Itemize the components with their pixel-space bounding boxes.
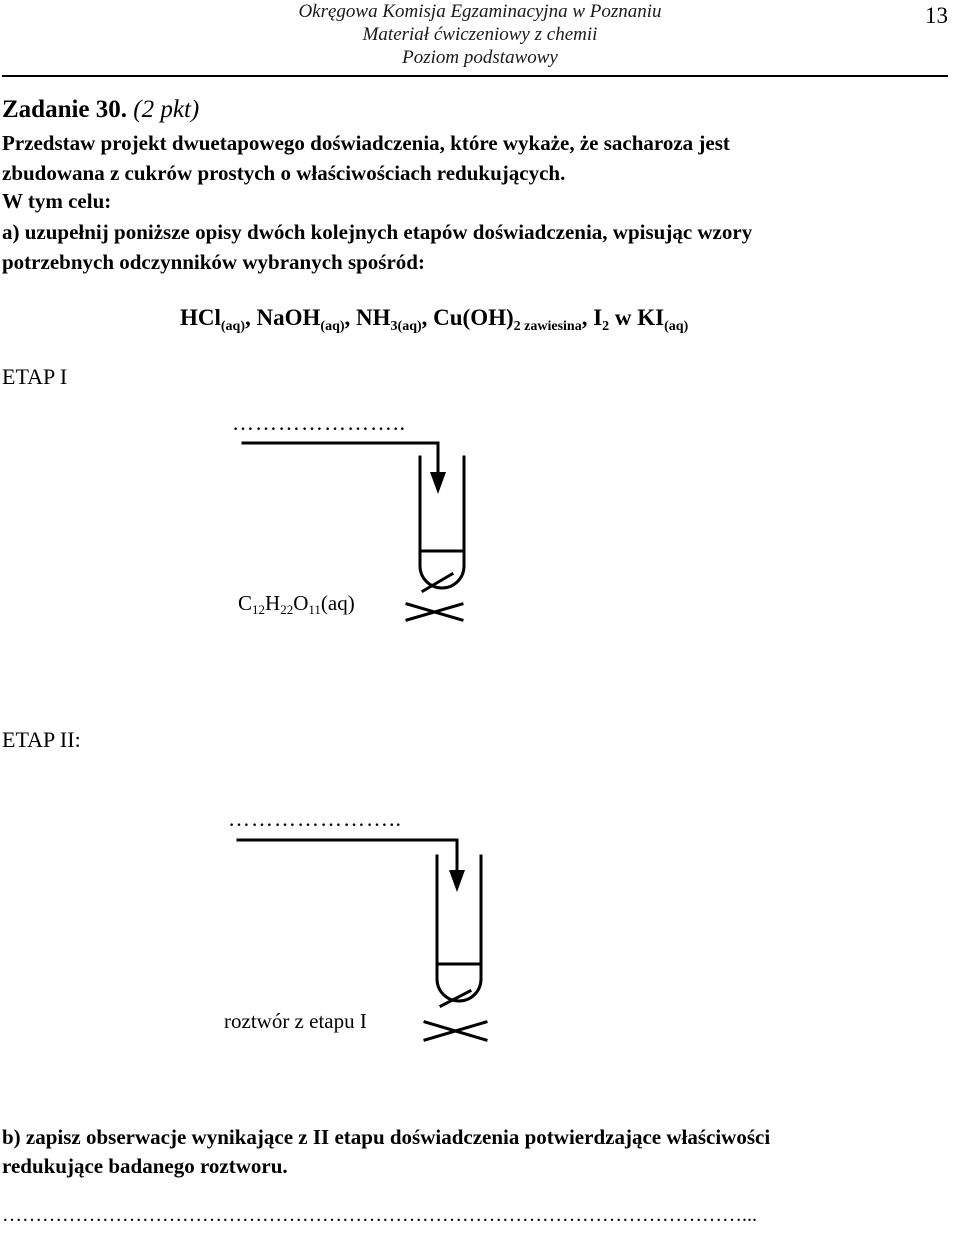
reagent-hcl: HCl$_{(aq)}$ bbox=[180, 305, 246, 334]
task-b-line2: redukujące badanego roztworu. bbox=[2, 1154, 288, 1178]
task-b-line1: b) zapisz obserwacje wynikające z II etapu doświadczenia potwierdzające właściwości bbox=[2, 1125, 771, 1149]
task-instruction-line2: zbudowana z cukrów prostych o właściwościach redukujących. bbox=[2, 161, 566, 185]
stage1-reagent-blank[interactable]: ………………….. bbox=[232, 410, 406, 435]
task-number: Zadanie 30. bbox=[2, 96, 128, 123]
reagent-cuoh2: $Cu(OH)_{2 zawiesina}$ bbox=[433, 305, 582, 334]
stage2-feed-arrow bbox=[238, 840, 465, 892]
task-b-answer-blank[interactable]: …………………………………………………………………………………………………... bbox=[2, 1204, 757, 1226]
stage2-reagent-blank[interactable]: ………………….. bbox=[228, 806, 402, 831]
task-points: (2 pkt) bbox=[133, 96, 200, 123]
task-a-line1: a) uzupełnij poniższe opisy dwóch kolejnych etapów doświadczenia, wpisując wzory bbox=[2, 220, 753, 244]
reagent-list: HCl$_{(aq)}$, NaOH$_{(aq)}$, $NH_{3(aq)}$, $Cu(OH)_{2 zawiesina}$, $I_2$ w $KI_{(aq)}$ bbox=[180, 305, 689, 334]
header-material: Materiał ćwiczeniowy z chemii bbox=[362, 24, 598, 45]
task-purpose: W tym celu: bbox=[2, 189, 112, 213]
stage1-label: ETAP I bbox=[2, 364, 68, 389]
header-level: Poziom podstawowy bbox=[402, 47, 558, 68]
stage1-feed-arrow bbox=[243, 443, 446, 494]
reagent-naoh: NaOH$_{(aq)}$ bbox=[256, 305, 345, 334]
header-exam-board: Okręgowa Komisja Egzaminacyjna w Poznaniu bbox=[298, 1, 662, 22]
task-a-line2: potrzebnych odczynników wybranych spośród: bbox=[2, 250, 425, 274]
task-instruction-line1: Przedstaw projekt dwuetapowego doświadczenia, które wykaże, że sacharoza jest bbox=[2, 131, 730, 155]
reagent-nh3: $NH_{3(aq)}$ bbox=[356, 305, 422, 334]
page-number: 13 bbox=[925, 3, 948, 28]
stage2-label: ETAP II: bbox=[2, 727, 81, 752]
stage1-tube-label: $C_{12}H_{22}O_{11}(aq)$ bbox=[238, 591, 355, 617]
stage2-tube-label: roztwór z etapu I bbox=[224, 1009, 367, 1033]
reagent-iodine-ki: $I_2$ w $KI_{(aq)}$ bbox=[593, 305, 689, 334]
